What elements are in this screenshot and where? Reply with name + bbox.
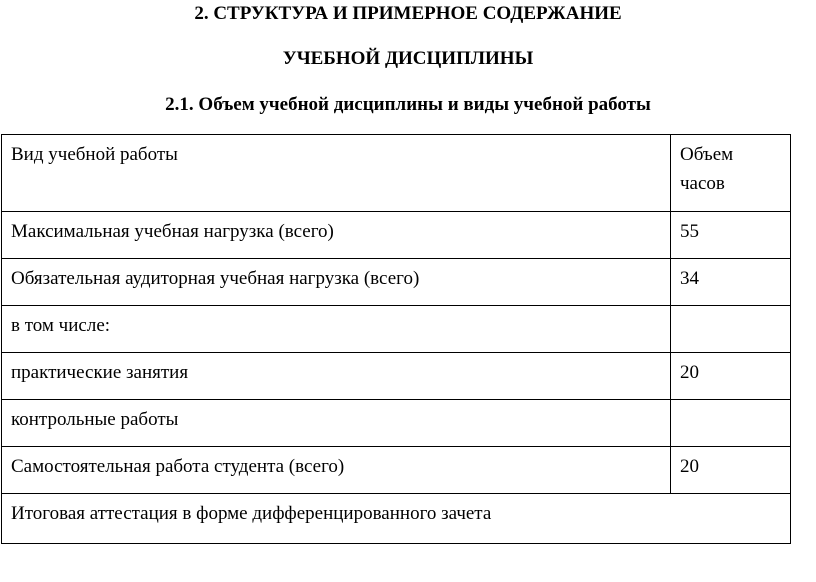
row-hours: 55 bbox=[671, 212, 791, 259]
table-row bbox=[2, 259, 791, 306]
table-row bbox=[2, 212, 791, 259]
row-hours: 20 bbox=[671, 447, 791, 494]
table-row bbox=[2, 400, 791, 447]
header-cell-hours: Объем часов bbox=[671, 135, 791, 212]
table-row bbox=[2, 306, 791, 353]
row-label: Максимальная учебная нагрузка (всего) bbox=[2, 212, 671, 259]
row-label: Самостоятельная работа студента (всего) bbox=[2, 447, 671, 494]
table-header-row bbox=[2, 135, 791, 212]
header-cell-type: Вид учебной работы bbox=[2, 135, 671, 212]
table-row bbox=[2, 353, 791, 400]
section-subtitle: 2.1. Объем учебной дисциплины и виды учебной работы bbox=[165, 94, 651, 115]
row-label: контрольные работы bbox=[2, 400, 671, 447]
section-title-line2: УЧЕБНОЙ ДИСЦИПЛИНЫ bbox=[282, 48, 534, 69]
row-hours: 34 bbox=[671, 259, 791, 306]
table-final-row bbox=[2, 494, 791, 544]
row-label: Обязательная аудиторная учебная нагрузка (всего) bbox=[2, 259, 671, 306]
row-hours bbox=[671, 306, 791, 353]
row-label: практические занятия bbox=[2, 353, 671, 400]
final-assessment-cell: Итоговая аттестация в форме дифференцированного зачета bbox=[2, 494, 791, 544]
row-hours bbox=[671, 400, 791, 447]
row-label: в том числе: bbox=[2, 306, 671, 353]
row-hours: 20 bbox=[671, 353, 791, 400]
work-volume-table bbox=[1, 134, 791, 544]
table-row bbox=[2, 447, 791, 494]
section-title-line1: 2. СТРУКТУРА И ПРИМЕРНОЕ СОДЕРЖАНИЕ bbox=[194, 3, 622, 24]
